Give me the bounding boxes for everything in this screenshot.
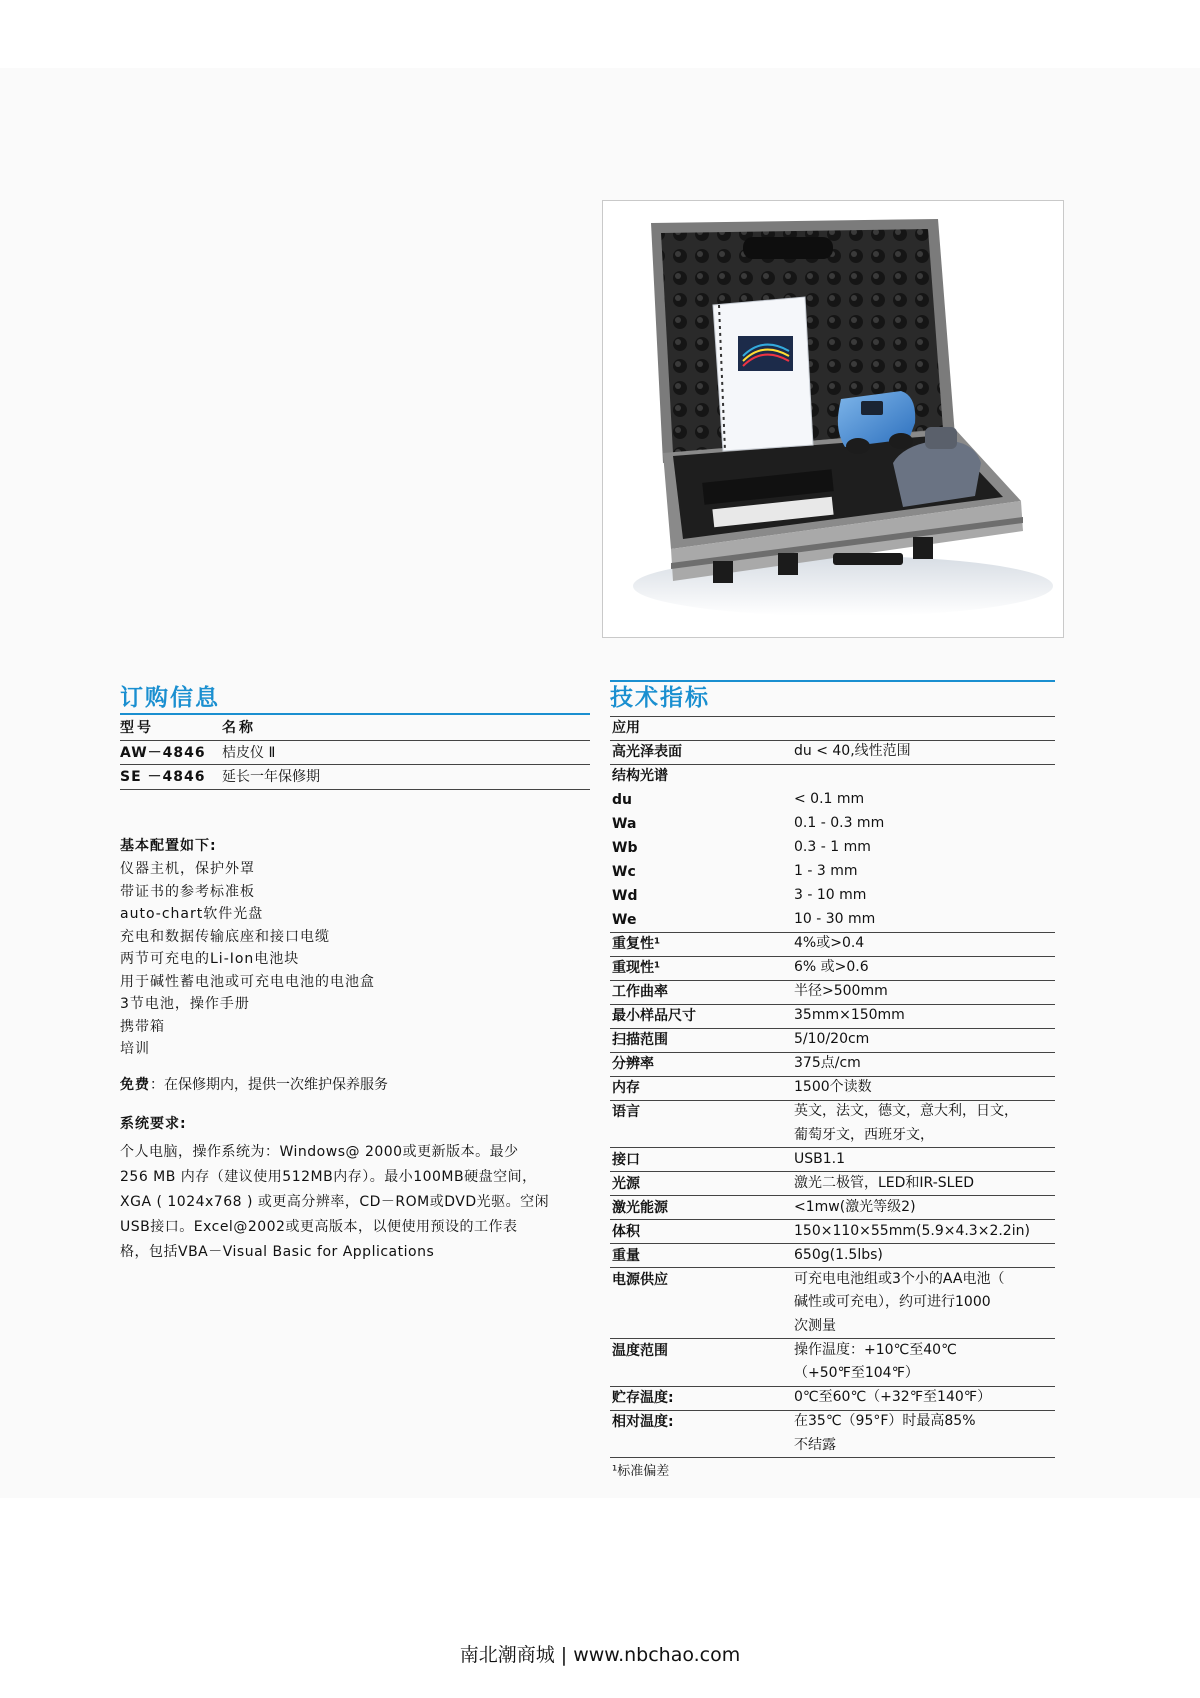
spec-value: [794, 788, 1054, 812]
spec-row: [610, 1172, 1055, 1197]
spec-row: [610, 836, 1055, 860]
spec-value-line: 4%或>0.4: [794, 935, 865, 951]
spec-key: Wd: [612, 888, 638, 904]
spec-value-line: 可充电电池组或3个小的AA电池（: [794, 1270, 1005, 1287]
config-item: 两节可充电的Li-Ion电池块: [120, 951, 300, 967]
spec-row: [610, 1052, 1055, 1077]
free-block: [120, 1073, 590, 1097]
spec-row: [610, 1244, 1055, 1269]
spec-value: [794, 1148, 1054, 1172]
spec-key: 扫描范围: [612, 1032, 668, 1048]
config-item: 培训: [120, 1041, 150, 1057]
spec-value: [794, 1410, 1054, 1457]
spec-value-line: 在35℃（95°F）时最高85%: [794, 1413, 976, 1429]
spec-key: 体积: [612, 1223, 640, 1240]
spec-row: [610, 788, 1055, 812]
config-block: [120, 834, 590, 1061]
system-line: 256 MB 内存（建议使用512MB内存）。最小100MB硬盘空间，: [120, 1169, 537, 1185]
spec-row: [610, 1268, 1055, 1340]
spec-value-line: <1mw(激光等级2): [794, 1198, 916, 1215]
spec-value-line: 5/10/20cm: [794, 1031, 870, 1047]
spec-value: [794, 740, 1054, 764]
spec-value: [794, 1028, 1054, 1052]
spec-value-line: 10 - 30 mm: [794, 911, 876, 927]
header-name: 名称: [222, 720, 256, 736]
spec-row: [610, 812, 1055, 836]
spec-value: [794, 1386, 1054, 1410]
spec-value-line: 操作温度：+10℃至40℃: [794, 1341, 957, 1358]
order-model: AW－4846: [120, 745, 206, 761]
spec-value: [794, 1339, 1054, 1386]
spec-key: 电源供应: [612, 1271, 668, 1288]
spec-value-line: 1 - 3 mm: [794, 863, 858, 879]
order-model: SE －4846: [120, 769, 206, 785]
spec-key: 重复性¹: [612, 936, 661, 952]
spec-row: [610, 1339, 1055, 1387]
header-model: 型号: [120, 720, 154, 736]
spec-value: [794, 1196, 1054, 1220]
spec-value-line: 0.1 - 0.3 mm: [794, 815, 885, 831]
spec-row: [610, 884, 1055, 908]
spec-key: 内存: [612, 1080, 640, 1096]
spec-value: [794, 1004, 1054, 1028]
spec-value-line: 375点/cm: [794, 1055, 861, 1071]
spec-value-line: 0.3 - 1 mm: [794, 839, 871, 855]
spec-row: [610, 716, 1055, 741]
spec-key: 接口: [612, 1151, 640, 1168]
spec-key: Wb: [612, 840, 638, 856]
spec-value-line: 半径>500mm: [794, 983, 888, 999]
spec-value: [794, 1268, 1054, 1339]
spec-value: [794, 1076, 1054, 1100]
ordering-title: 订购信息: [120, 685, 220, 711]
spec-value: [794, 1244, 1054, 1268]
config-title: 基本配置如下:: [120, 838, 217, 854]
spec-key: 工作曲率: [612, 984, 668, 1000]
system-block: [120, 1112, 610, 1265]
ordering-rule: [120, 789, 590, 790]
spec-row: [610, 860, 1055, 884]
spec-row: [610, 740, 1055, 765]
spec-footnote: ¹标准偏差: [612, 1464, 670, 1479]
config-item: 充电和数据传输底座和接口电缆: [120, 928, 330, 945]
free-text: ：在保修期内，提供一次维护保养服务: [150, 1077, 388, 1093]
order-name: 桔皮仪 Ⅱ: [222, 745, 276, 761]
free-line: [120, 1073, 590, 1097]
spec-value-line: 次测量: [794, 1317, 836, 1334]
ordering-table: [120, 716, 590, 788]
spec-row: [610, 1100, 1055, 1148]
spec-value-line: 3 - 10 mm: [794, 887, 867, 903]
config-item: 用于碱性蓄电池或可充电电池的电池盒: [120, 973, 375, 990]
spec-key: 结构光谱: [612, 768, 668, 784]
spec-key: 高光泽表面: [612, 744, 682, 760]
spec-value: [794, 908, 1054, 932]
spec-value: [794, 980, 1054, 1004]
spec-row: [610, 932, 1055, 957]
spec-key: We: [612, 912, 637, 928]
spec-value-line: 葡萄牙文，西班牙文，: [794, 1126, 934, 1143]
spec-value-line: 150×110×55mm(5.9×4.3×2.2in): [794, 1222, 1030, 1239]
spec-value: [794, 836, 1054, 860]
config-item: 仪器主机，保护外罩: [120, 861, 255, 877]
spec-key: 语言: [612, 1104, 640, 1120]
spec-row: [610, 1220, 1055, 1245]
spec-key: 光源: [612, 1175, 640, 1192]
spec-value-line: 不结露: [794, 1436, 836, 1453]
spec-value-line: < 0.1 mm: [794, 791, 865, 807]
carrying-case-illustration: [603, 201, 1063, 637]
spec-row: [610, 1410, 1055, 1458]
spec-value: [794, 860, 1054, 884]
product-photo: [602, 200, 1064, 638]
system-line: 个人电脑，操作系统为：Windows@ 2000或更新版本。最少: [120, 1144, 519, 1160]
ordering-row: [120, 765, 590, 789]
system-line: XGA ( 1024x768 ) 或更高分辨率，CD－ROM或DVD光驱。空闲: [120, 1194, 550, 1210]
spec-row: [610, 1004, 1055, 1029]
spec-key: 激光能源: [612, 1199, 668, 1216]
config-item: 携带箱: [120, 1018, 165, 1035]
spec-value: [794, 1220, 1054, 1244]
spec-key: 温度范围: [612, 1342, 668, 1359]
config-item: 3节电池，操作手册: [120, 996, 250, 1012]
spec-value-line: 英文，法文，德文，意大利，日文，: [794, 1103, 1018, 1119]
config-item: 带证书的参考标准板: [120, 883, 255, 900]
spec-key: 重量: [612, 1247, 640, 1264]
site-footer: 南北潮商城 | www.nbchao.com: [459, 1644, 741, 1666]
spec-value: [794, 1172, 1054, 1196]
spec-value-line: 35mm×150mm: [794, 1007, 905, 1023]
ordering-row: [120, 741, 590, 765]
spec-key: 分辨率: [612, 1056, 654, 1072]
spec-row: [610, 956, 1055, 981]
spec-key: 相对温度:: [612, 1414, 674, 1430]
order-name: 延长一年保修期: [222, 769, 320, 785]
spec-value-line: du < 40,线性范围: [794, 743, 911, 759]
spec-value: [794, 956, 1054, 980]
spec-value-line: USB1.1: [794, 1150, 846, 1167]
spec-row: [610, 908, 1055, 933]
spec-value-line: 6% 或>0.6: [794, 959, 869, 975]
spec-value-line: 碱性或可充电），约可进行1000: [794, 1294, 991, 1310]
spec-title-rule: [610, 680, 1055, 682]
system-title: 系统要求:: [120, 1116, 187, 1132]
spec-value-line: （+50℉至104℉）: [794, 1365, 919, 1381]
spec-row: [610, 1196, 1055, 1221]
spec-title: 技术指标: [610, 685, 710, 711]
spec-row: [610, 1386, 1055, 1411]
spec-value: [794, 812, 1054, 836]
spec-value: [794, 884, 1054, 908]
spec-row: [610, 980, 1055, 1005]
spec-key: du: [612, 792, 632, 808]
config-list: [120, 858, 590, 1061]
spec-key: Wc: [612, 864, 636, 880]
system-line: USB接口。Excel@2002或更高版本，以便使用预设的工作表: [120, 1219, 518, 1235]
ordering-header-row: [120, 716, 590, 740]
spec-row: [610, 1076, 1055, 1101]
spec-value-line: 650g(1.5lbs): [794, 1246, 883, 1263]
spec-value: [794, 1052, 1054, 1076]
spec-key: 贮存温度:: [612, 1390, 674, 1406]
spec-key: 最小样品尺寸: [612, 1008, 696, 1024]
system-line: 格，包括VBA－Visual Basic for Applications: [120, 1244, 435, 1260]
free-label: 免费: [120, 1077, 150, 1093]
spec-key: 重现性¹: [612, 960, 661, 976]
spec-value-line: 0℃至60℃（+32℉至140℉）: [794, 1389, 992, 1405]
spec-row: [610, 1148, 1055, 1173]
system-list: [120, 1140, 610, 1265]
spec-value: [794, 1100, 1054, 1147]
ordering-title-rule: [120, 713, 590, 715]
spec-value-line: 激光二极管，LED和IR-SLED: [794, 1174, 975, 1191]
spec-key: Wa: [612, 816, 637, 832]
config-item: auto-chart软件光盘: [120, 906, 264, 922]
spec-value-line: 1500个读数: [794, 1079, 872, 1095]
spec-key: 应用: [612, 720, 640, 736]
spec-row: [610, 764, 1055, 788]
spec-row: [610, 1028, 1055, 1053]
spec-value: [794, 932, 1054, 956]
